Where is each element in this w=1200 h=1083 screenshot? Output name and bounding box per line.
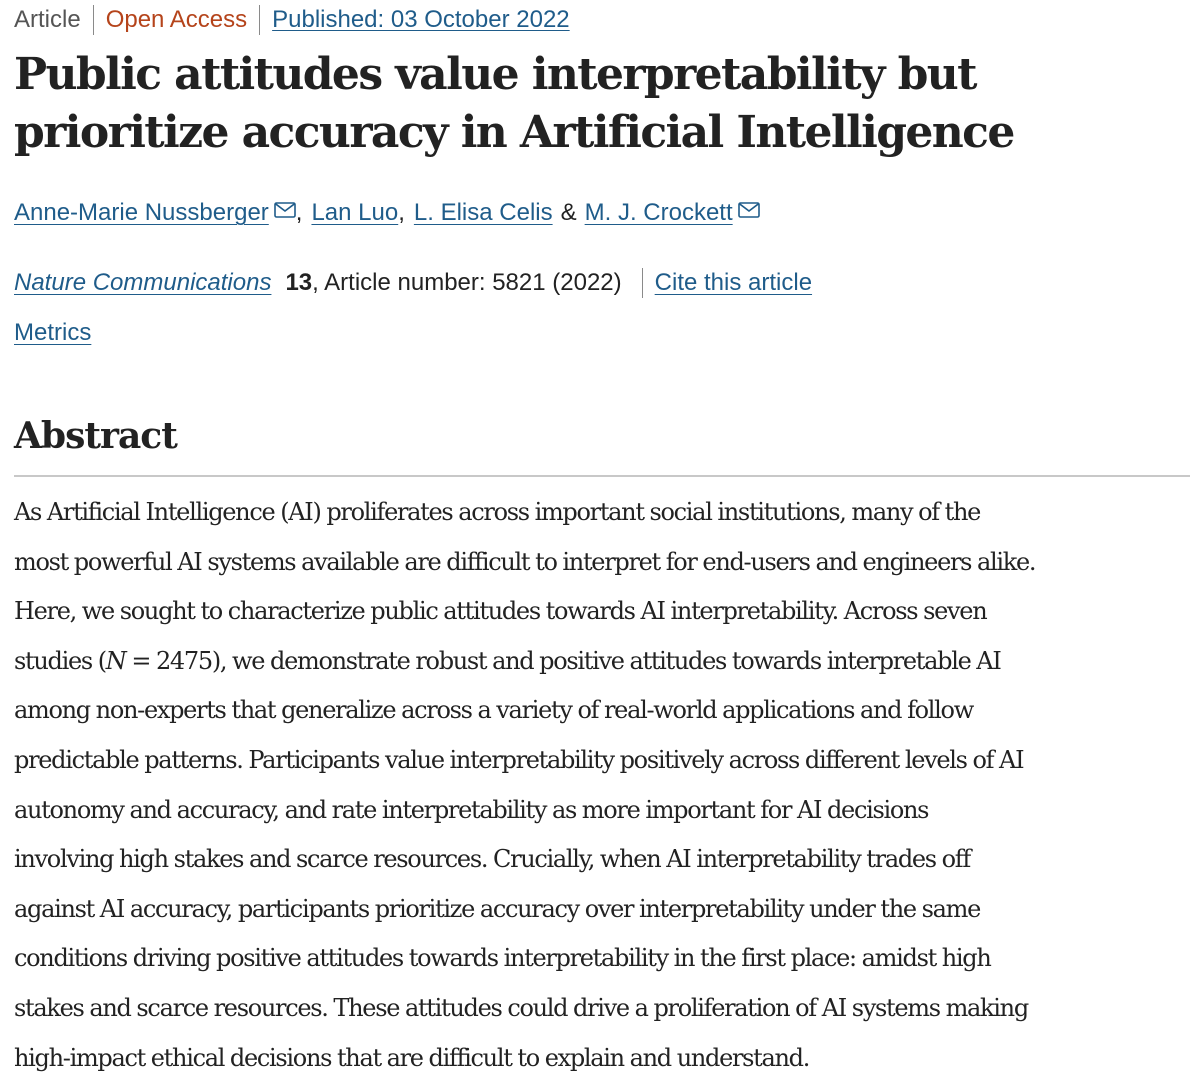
- abstract-line: [14, 637, 1190, 687]
- citation-row: [14, 266, 812, 300]
- mail-icon[interactable]: [274, 202, 296, 218]
- author-link[interactable]: Anne-Marie Nussberger: [14, 199, 269, 226]
- abstract-heading: Abstract: [14, 415, 177, 457]
- abstract-line: As Artificial Intelligence (AI) proliferates across important social institutions, many of the: [14, 498, 981, 526]
- metrics-link[interactable]: Metrics: [14, 319, 92, 346]
- meta-divider: [259, 5, 260, 35]
- open-access-badge: Open Access: [105, 6, 248, 33]
- author-separator: &: [560, 199, 577, 226]
- mail-icon[interactable]: [738, 202, 760, 218]
- abstract-divider: [14, 475, 1190, 477]
- article-title: Public attitudes value interpretability but prioritize accuracy in Artificial Intelligence: [14, 49, 1014, 158]
- abstract-line: predictable patterns. Participants value interpretability positively across different levels of AI: [14, 745, 1024, 774]
- published-date-link[interactable]: Published: 03 October 2022: [272, 6, 570, 33]
- meta-divider: [93, 5, 94, 35]
- metrics-row: [14, 316, 91, 350]
- abstract-line: most powerful AI systems available are difficult to interpret for end-users and engineers alike.: [14, 547, 1036, 576]
- abstract-line: among non-experts that generalize across a variety of real-world applications and follow: [14, 696, 973, 725]
- author-separator: ,: [398, 199, 405, 226]
- article-meta-row: [14, 3, 570, 37]
- journal-volume: 13: [285, 269, 313, 296]
- abstract-line: conditions driving positive attitudes towards interpretability in the first place: amidst high: [14, 944, 991, 973]
- cite-article-link[interactable]: Cite this article: [654, 269, 813, 296]
- article-type: Article: [14, 6, 81, 33]
- abstract-line: autonomy and accuracy, and rate interpretability as more important for AI decisions: [14, 795, 929, 824]
- abstract-line: against AI accuracy, participants prioritize accuracy over interpretability under the same: [14, 894, 980, 923]
- abstract-line: stakes and scarce resources. These attitudes could drive a proliferation of AI systems making: [14, 993, 1028, 1022]
- abstract-line-text: studies (: [14, 646, 106, 675]
- abstract-line: involving high stakes and scarce resources. Crucially, when AI interpretability trades off: [14, 845, 970, 874]
- author-link[interactable]: M. J. Crockett: [584, 199, 733, 226]
- cite-divider: [642, 268, 643, 298]
- abstract-line-text: = 2475), we demonstrate robust and positive attitudes towards interpretable AI: [125, 646, 1001, 675]
- abstract-line: high-impact ethical decisions that are difficult to explain and understand.: [14, 1043, 810, 1072]
- abstract-line: Here, we sought to characterize public attitudes towards AI interpretability. Across seven: [14, 597, 987, 626]
- author-separator: ,: [295, 199, 303, 226]
- article-number: , Article number: 5821 (2022): [312, 269, 622, 296]
- author-link[interactable]: Lan Luo: [311, 199, 399, 226]
- journal-link[interactable]: Nature Communications: [14, 269, 272, 296]
- author-list: [14, 196, 760, 230]
- abstract-text: [14, 488, 1190, 1083]
- author-link[interactable]: L. Elisa Celis: [413, 199, 553, 226]
- sample-size-symbol: N: [105, 646, 126, 675]
